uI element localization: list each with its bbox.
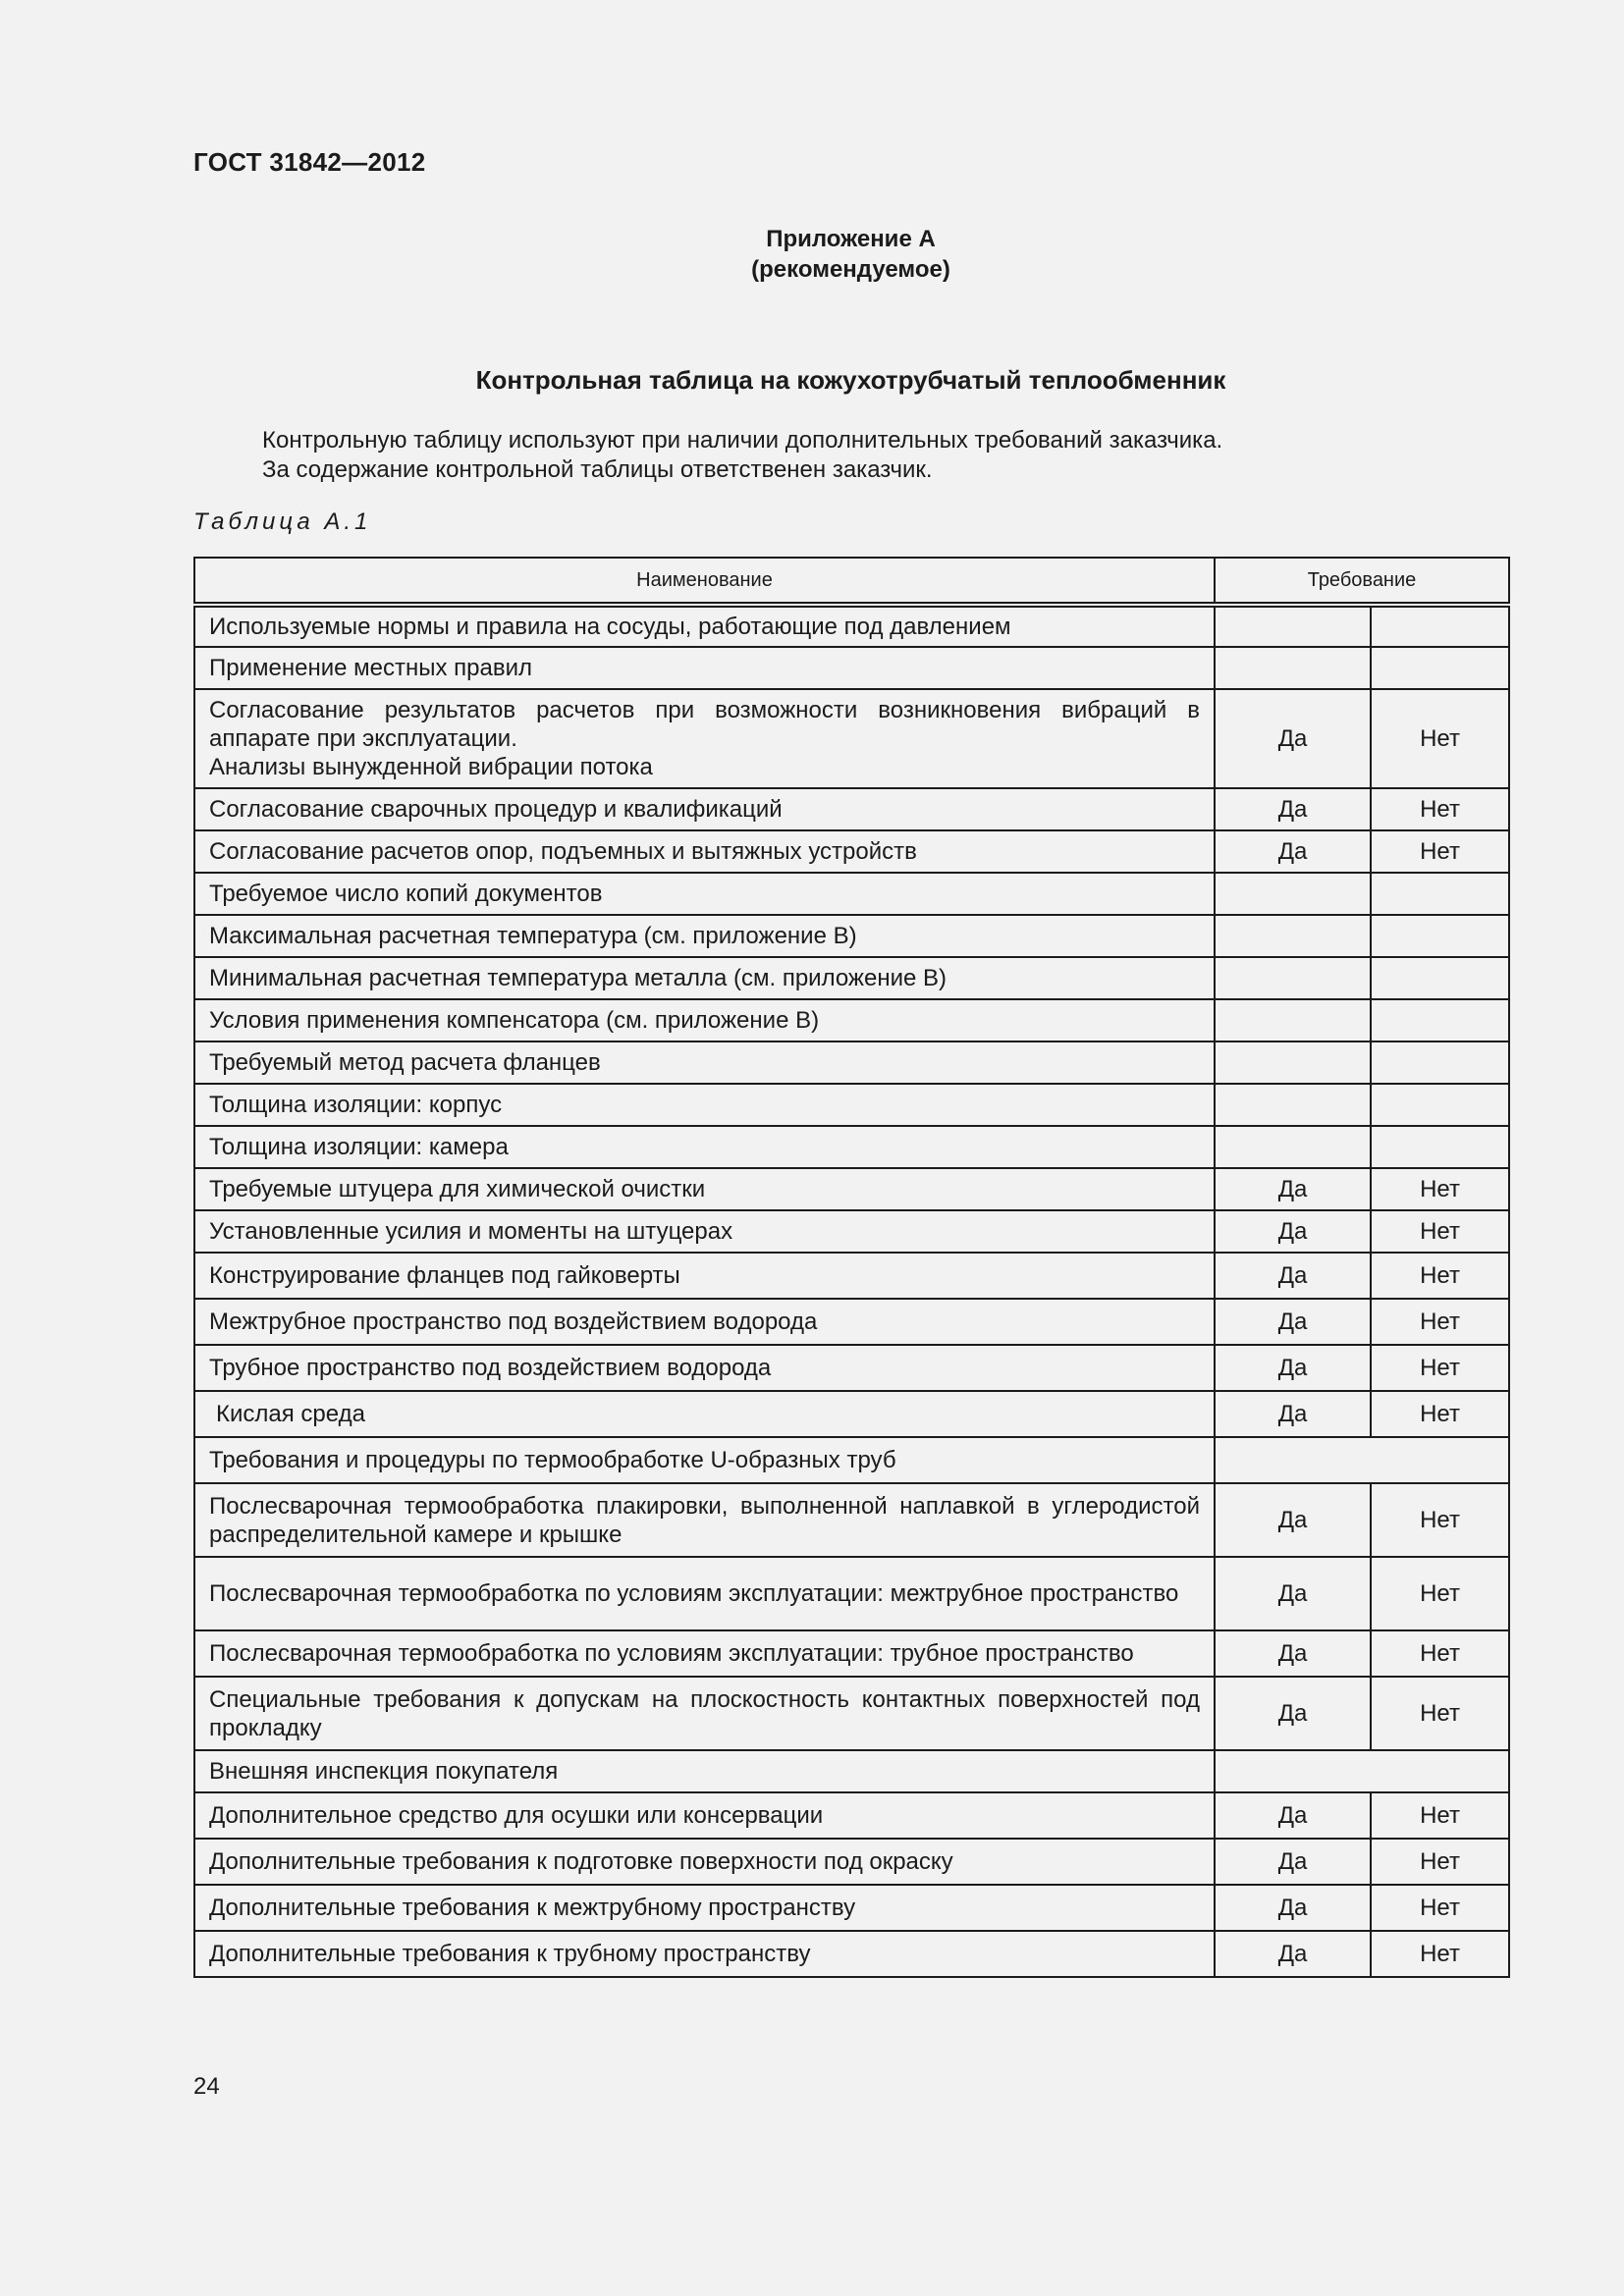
annex-title: Приложение А bbox=[766, 226, 936, 252]
table-row bbox=[194, 1483, 1509, 1557]
row-name: Послесварочная термообработка по условиям эксплуатации: трубное пространство bbox=[194, 1630, 1215, 1677]
row-name: Используемые нормы и правила на сосуды, работающие под давлением bbox=[194, 605, 1215, 647]
answer-yes: Да bbox=[1215, 1839, 1371, 1885]
answer-no: Нет bbox=[1371, 689, 1509, 788]
table-label: Таблица А.1 bbox=[193, 508, 372, 535]
answer-yes bbox=[1215, 915, 1371, 957]
answer-no: Нет bbox=[1371, 1792, 1509, 1839]
answer-yes: Да bbox=[1215, 1677, 1371, 1750]
row-name: Толщина изоляции: камера bbox=[194, 1126, 1215, 1168]
answer-yes bbox=[1215, 999, 1371, 1041]
table-header-row bbox=[194, 558, 1509, 605]
table-row bbox=[194, 788, 1509, 830]
table-row bbox=[194, 1345, 1509, 1391]
standard-number: ГОСТ 31842—2012 bbox=[193, 147, 426, 177]
page-number: 24 bbox=[193, 2073, 220, 2100]
annex-header bbox=[0, 224, 1624, 285]
answer-yes: Да bbox=[1215, 1345, 1371, 1391]
row-name: Требования и процедуры по термообработке U-образных труб bbox=[194, 1437, 1215, 1483]
column-header-requirement: Требование bbox=[1215, 558, 1509, 605]
answer-no: Нет bbox=[1371, 1210, 1509, 1253]
table-row bbox=[194, 873, 1509, 915]
row-name: Послесварочная термообработка плакировки, выполненной наплавкой в углеродистой распределительной камере и крышке bbox=[194, 1483, 1215, 1557]
answer-no bbox=[1371, 1126, 1509, 1168]
answer-no: Нет bbox=[1371, 1391, 1509, 1437]
row-name: Дополнительные требования к подготовке поверхности под окраску bbox=[194, 1839, 1215, 1885]
table-row bbox=[194, 1792, 1509, 1839]
answer-no bbox=[1371, 957, 1509, 999]
table-row bbox=[194, 830, 1509, 873]
table-row bbox=[194, 1168, 1509, 1210]
table-row bbox=[194, 1677, 1509, 1750]
answer-no: Нет bbox=[1371, 1345, 1509, 1391]
table-row bbox=[194, 1084, 1509, 1126]
answer-no: Нет bbox=[1371, 1839, 1509, 1885]
answer-yes: Да bbox=[1215, 1168, 1371, 1210]
table-row bbox=[194, 647, 1509, 689]
table-row bbox=[194, 1630, 1509, 1677]
answer-yes: Да bbox=[1215, 1885, 1371, 1931]
row-name: Дополнительные требования к трубному пространству bbox=[194, 1931, 1215, 1977]
intro-line: За содержание контрольной таблицы ответственен заказчик. bbox=[262, 456, 933, 483]
table-row bbox=[194, 1299, 1509, 1345]
answer-yes: Да bbox=[1215, 1630, 1371, 1677]
answer-yes bbox=[1215, 647, 1371, 689]
answer-no: Нет bbox=[1371, 1630, 1509, 1677]
table-row bbox=[194, 1557, 1509, 1630]
answer-yes: Да bbox=[1215, 1299, 1371, 1345]
answer-yes: Да bbox=[1215, 788, 1371, 830]
answer-no: Нет bbox=[1371, 1677, 1509, 1750]
table-row bbox=[194, 915, 1509, 957]
table-row bbox=[194, 1437, 1509, 1483]
row-name-line: Согласование результатов расчетов при возможности возникновения вибраций в аппарате при эксплуатации. bbox=[209, 697, 1200, 752]
answer-yes bbox=[1215, 1041, 1371, 1084]
row-name: Конструирование фланцев под гайковерты bbox=[194, 1253, 1215, 1299]
answer-yes: Да bbox=[1215, 830, 1371, 873]
answer-merged bbox=[1215, 1437, 1509, 1483]
row-name: Условия применения компенсатора (см. приложение В) bbox=[194, 999, 1215, 1041]
row-name-line: Анализы вынужденной вибрации потока bbox=[209, 754, 653, 780]
row-name: Межтрубное пространство под воздействием водорода bbox=[194, 1299, 1215, 1345]
answer-yes: Да bbox=[1215, 1210, 1371, 1253]
checklist-table bbox=[193, 557, 1510, 1978]
row-name: Максимальная расчетная температура (см. приложение В) bbox=[194, 915, 1215, 957]
answer-yes: Да bbox=[1215, 689, 1371, 788]
intro-paragraph bbox=[262, 426, 1222, 485]
answer-no bbox=[1371, 915, 1509, 957]
table-row bbox=[194, 1210, 1509, 1253]
answer-no bbox=[1371, 647, 1509, 689]
answer-yes: Да bbox=[1215, 1483, 1371, 1557]
row-name: Кислая среда bbox=[194, 1391, 1215, 1437]
answer-merged bbox=[1215, 1750, 1509, 1792]
row-name: Дополнительное средство для осушки или консервации bbox=[194, 1792, 1215, 1839]
answer-yes: Да bbox=[1215, 1391, 1371, 1437]
row-name: Специальные требования к допускам на плоскостность контактных поверхностей под прокладку bbox=[194, 1677, 1215, 1750]
answer-yes: Да bbox=[1215, 1792, 1371, 1839]
table-row bbox=[194, 1839, 1509, 1885]
answer-yes: Да bbox=[1215, 1557, 1371, 1630]
answer-yes bbox=[1215, 1126, 1371, 1168]
answer-yes: Да bbox=[1215, 1253, 1371, 1299]
table-row bbox=[194, 1931, 1509, 1977]
row-name: Минимальная расчетная температура металла (см. приложение В) bbox=[194, 957, 1215, 999]
row-name: Требуемое число копий документов bbox=[194, 873, 1215, 915]
table-row bbox=[194, 1885, 1509, 1931]
answer-no bbox=[1371, 1084, 1509, 1126]
intro-line: Контрольную таблицу используют при наличии дополнительных требований заказчика. bbox=[262, 427, 1223, 454]
answer-no bbox=[1371, 605, 1509, 647]
answer-no: Нет bbox=[1371, 1253, 1509, 1299]
answer-no bbox=[1371, 1041, 1509, 1084]
answer-no bbox=[1371, 999, 1509, 1041]
answer-yes bbox=[1215, 873, 1371, 915]
row-name: Послесварочная термообработка по условиям эксплуатации: межтрубное пространство bbox=[194, 1557, 1215, 1630]
row-name: Трубное пространство под воздействием водорода bbox=[194, 1345, 1215, 1391]
row-name: Согласование сварочных процедур и квалификаций bbox=[194, 788, 1215, 830]
answer-no: Нет bbox=[1371, 1168, 1509, 1210]
answer-no: Нет bbox=[1371, 830, 1509, 873]
answer-no: Нет bbox=[1371, 1557, 1509, 1630]
row-name: Установленные усилия и моменты на штуцерах bbox=[194, 1210, 1215, 1253]
table-row bbox=[194, 999, 1509, 1041]
answer-no: Нет bbox=[1371, 1483, 1509, 1557]
answer-no: Нет bbox=[1371, 1931, 1509, 1977]
answer-no: Нет bbox=[1371, 1299, 1509, 1345]
row-name: Требуемые штуцера для химической очистки bbox=[194, 1168, 1215, 1210]
row-name: Внешняя инспекция покупателя bbox=[194, 1750, 1215, 1792]
row-name: Применение местных правил bbox=[194, 647, 1215, 689]
answer-no: Нет bbox=[1371, 1885, 1509, 1931]
answer-yes bbox=[1215, 605, 1371, 647]
table-row bbox=[194, 689, 1509, 788]
row-name: Дополнительные требования к межтрубному пространству bbox=[194, 1885, 1215, 1931]
row-name: Требуемый метод расчета фланцев bbox=[194, 1041, 1215, 1084]
answer-yes bbox=[1215, 957, 1371, 999]
table-row bbox=[194, 1391, 1509, 1437]
table-row bbox=[194, 1253, 1509, 1299]
answer-no bbox=[1371, 873, 1509, 915]
table-row bbox=[194, 605, 1509, 647]
section-heading: Контрольная таблица на кожухотрубчатый теплообменник bbox=[475, 365, 1226, 395]
table-row bbox=[194, 1041, 1509, 1084]
annex-status: (рекомендуемое) bbox=[751, 256, 950, 283]
table-row bbox=[194, 957, 1509, 999]
answer-yes bbox=[1215, 1084, 1371, 1126]
row-name bbox=[194, 689, 1215, 788]
row-name: Толщина изоляции: корпус bbox=[194, 1084, 1215, 1126]
answer-yes: Да bbox=[1215, 1931, 1371, 1977]
column-header-name: Наименование bbox=[194, 558, 1215, 605]
answer-no: Нет bbox=[1371, 788, 1509, 830]
table-row bbox=[194, 1750, 1509, 1792]
row-name: Согласование расчетов опор, подъемных и вытяжных устройств bbox=[194, 830, 1215, 873]
table-row bbox=[194, 1126, 1509, 1168]
